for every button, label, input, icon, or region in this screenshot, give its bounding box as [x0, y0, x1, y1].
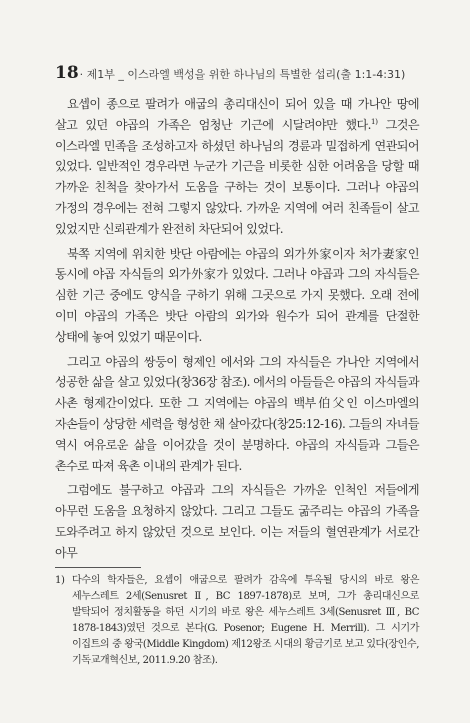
page-number: 18 [55, 63, 79, 83]
body-text [55, 94, 419, 568]
paragraph-2 [55, 244, 419, 348]
paragraph-text: 북쪽 지역에 위치한 밧단 아람에는 야곱의 외가外家이자 처가妻家인 동시에 야곱 자식들의 외가外家가 있었다. 그러나 야곱과 그의 자식들은 심한 기근 중에도 양식을 구하기 위해 그곳으로 가지 못했다. 오래 전에 이미 야곱의 가족은 밧단 아람의 외가와 원수가 되어 관계를 단절한 상태에 놓여 있었기 때문이다. [55, 246, 419, 344]
footnote-label: 1) [55, 575, 65, 586]
paragraph-text-continued: 그것은 이스라엘 민족을 조성하고자 하셨던 하나님의 경륜과 밀접하게 연관되어 있었다. 일반적인 경우라면 누군가 기근을 비롯한 심한 어려움을 당할 때 가까운 친척을 찾아가서 도움을 구하는 것이 보통이다. 그러나 야곱의 가정의 경우에는 전혀 그렇지 않았다. 가까운 지역에 여러 친족들이 살고 있었지만 신뢰관계가 완전히 차단되어 있었다. [55, 117, 419, 236]
paragraph-1 [55, 94, 419, 240]
paragraph-4 [55, 480, 419, 563]
footnote [55, 573, 419, 670]
footnote-divider [55, 567, 141, 568]
footnote-reference[interactable]: 1) [370, 116, 378, 126]
paragraph-text: 그리고 야곱의 쌍둥이 형제인 에서와 그의 자식들은 가나안 지역에서 성공한 삶을 살고 있었다(창36장 참조). 에서의 아들들은 야곱의 자식들과 사촌 형제간이었다. 또한 그 지역에는 야곱의 백부伯父인 이스마엘의 자손들이 상당한 세력을 형성한 채 살아갔다(창25:12-16). 그들의 자녀들 역시 여유로운 삶을 이어갔을 것이 분명하다. 야곱의 자식들과 그들은 촌수로 따져 육촌 이내의 관계가 된다. [55, 354, 419, 473]
footnote-text: 다수의 학자들은, 요셉이 애굽으로 팔려가 감옥에 투옥될 당시의 바로 왕은 세누스레트 2세(Senusret Ⅱ, BC 1897-1878)로 보며, 그가 총리대신으로 발탁되어 정치활동을 하던 시기의 바로 왕은 세누스레트 3세(Senusret Ⅲ, BC 1878-1843)였던 것으로 본다(G. Posenor; Eugene H. Merrill). 그 시기가 이집트의 중 왕국(Middle Kingdom) 제12왕조 시대의 황금기로 보고 있다(장인수, 기독교개혁신보, 2011.9.20 참조). [72, 575, 419, 667]
paragraph-text: 요셉이 종으로 팔려가 애굽의 총리대신이 되어 있을 때 가나안 땅에 살고 있던 야곱의 가족은 엄청난 기근에 시달려야만 했다. [55, 97, 419, 132]
running-title: · 제1부 _ 이스라엘 백성을 위한 하나님의 특별한 섭리(출 1:1-4:31) [79, 68, 406, 81]
paragraph-3 [55, 352, 419, 477]
paragraph-text: 그럼에도 불구하고 야곱과 그의 자식들은 가까운 인척인 저들에게 아무런 도움을 요청하지 않았다. 그리고 그들도 굶주리는 야곱의 가족을 도와주려고 하지 않았던 것으로 보인다. 이는 저들의 혈연관계가 서로간 아무 [55, 483, 419, 560]
running-header [55, 63, 455, 83]
